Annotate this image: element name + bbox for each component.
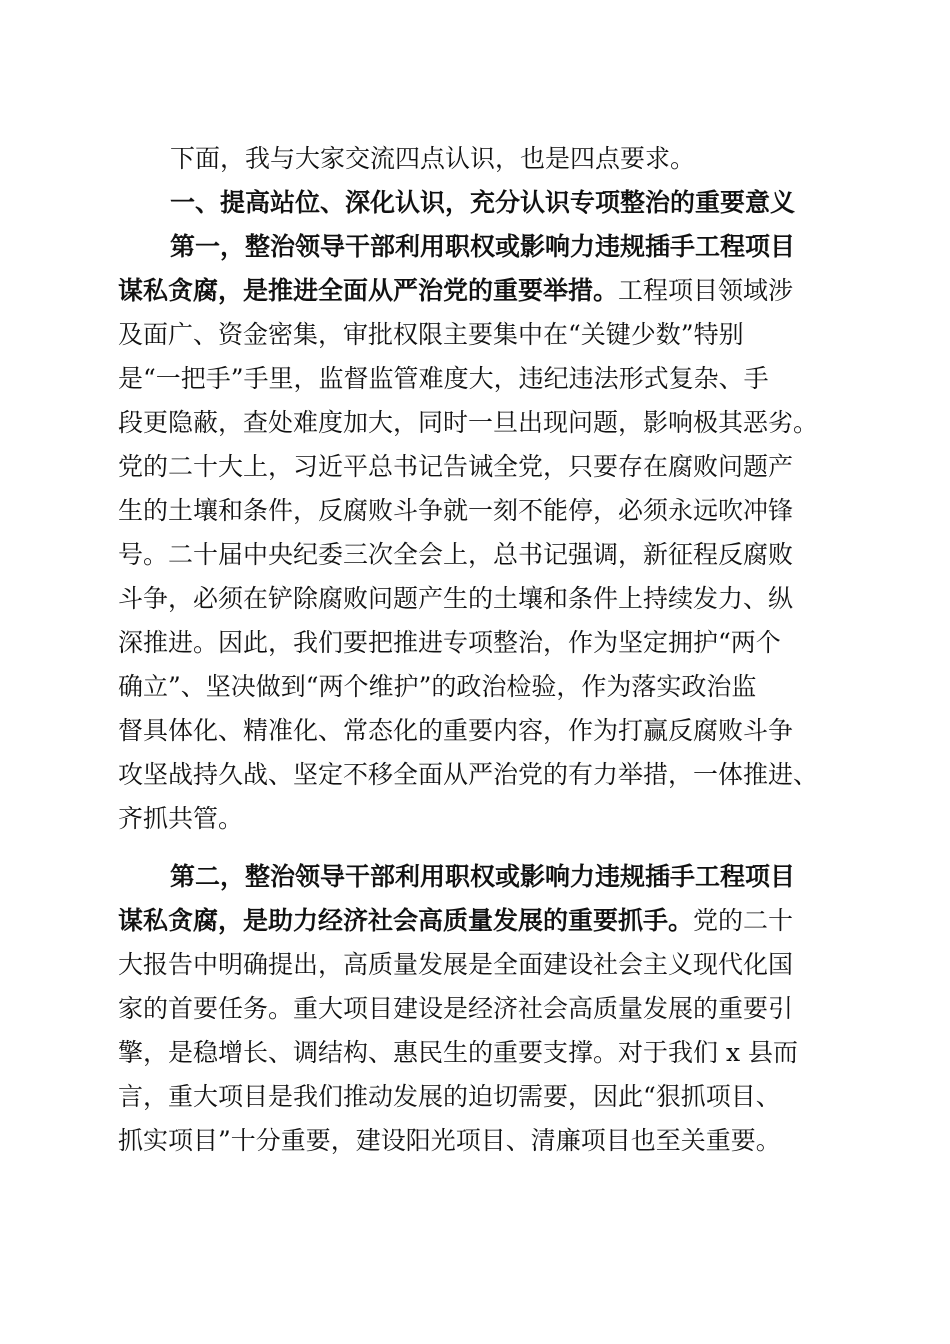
para2-line-2-rest: 党的二十 — [693, 906, 794, 935]
para1-lead-end: 谋私贪腐，是推进全面从严治党的重要举措。 — [118, 276, 619, 305]
para2-line-5: 擎，是稳增长、调结构、惠民生的重要支撑。对于我们 x 县而 — [118, 1038, 798, 1067]
para1-line-12: 督具体化、精准化、常态化的重要内容，作为打赢反腐败斗争 — [118, 716, 794, 745]
para2-line-6: 言，重大项目是我们推动发展的迫切需要，因此“狠抓项目、 — [118, 1082, 781, 1111]
para2-line-3: 大报告中明确提出，高质量发展是全面建设社会主义现代化国 — [118, 950, 794, 979]
para1-line-10: 深推进。因此，我们要把推进专项整治，作为坚定拥护“两个 — [118, 628, 781, 657]
para2-lead-end: 谋私贪腐，是助力经济社会高质量发展的重要抓手。 — [118, 906, 694, 935]
para1-line-3: 及面广、资金密集，审批权限主要集中在“关键少数”特别 — [118, 320, 744, 349]
para1-line-13: 攻坚战持久战、坚定不移全面从严治党的有力举措，一体推进、 — [118, 760, 819, 789]
para1-line-2-rest: 工程项目领域涉 — [618, 276, 794, 305]
para2-line-2 — [118, 904, 838, 938]
para1-line-1: 第一，整治领导干部利用职权或影响力违规插手工程项目 — [170, 232, 796, 261]
para2-line-4: 家的首要任务。重大项目建设是经济社会高质量发展的重要引 — [118, 994, 794, 1023]
section-heading: 一、提高站位、深化认识，充分认识专项整治的重要意义 — [170, 188, 796, 217]
para1-line-9: 斗争，必须在铲除腐败问题产生的土壤和条件上持续发力、纵 — [118, 584, 794, 613]
para2-line-1: 第二，整治领导干部利用职权或影响力违规插手工程项目 — [170, 862, 796, 891]
para1-line-11: 确立”、坚决做到“两个维护”的政治检验，作为落实政治监 — [118, 672, 757, 701]
intro-line: 下面，我与大家交流四点认识，也是四点要求。 — [170, 144, 696, 173]
para2-line-7: 抓实项目”十分重要，建设阳光项目、清廉项目也至关重要。 — [118, 1126, 781, 1155]
para1-line-7: 生的土壤和条件，反腐败斗争就一刻不能停，必须永远吹冲锋 — [118, 496, 794, 525]
para1-line-14: 齐抓共管。 — [118, 804, 244, 833]
para1-line-6: 党的二十大上，习近平总书记告诫全党，只要存在腐败问题产 — [118, 452, 794, 481]
para1-line-8: 号。二十届中央纪委三次全会上，总书记强调，新征程反腐败 — [118, 540, 794, 569]
para1-line-5: 段更隐蔽，查处难度加大，同时一旦出现问题，影响极其恶劣。 — [118, 408, 819, 437]
para1-line-4: 是“一把手”手里，监督监管难度大，违纪违法形式复杂、手 — [118, 364, 769, 393]
para1-line-2 — [118, 274, 838, 308]
